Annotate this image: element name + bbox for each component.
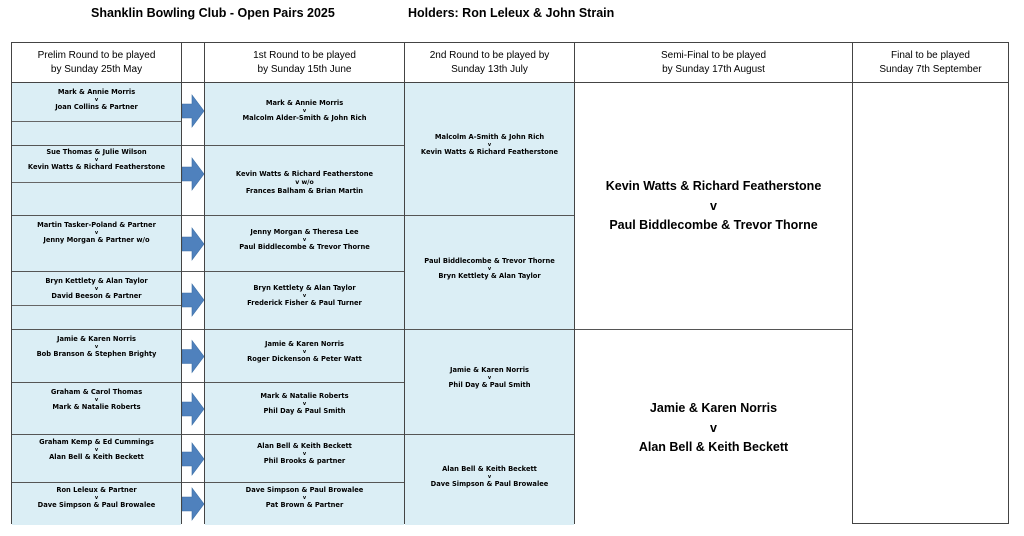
cell-divider <box>12 305 181 306</box>
cell-divider <box>12 182 181 183</box>
match-team-a: Sue Thomas & Julie Wilson <box>46 148 147 156</box>
versus-label: v <box>302 451 307 457</box>
prelim-round-column <box>11 42 182 524</box>
right-arrow-icon <box>182 146 204 216</box>
first-round-match-1 <box>205 83 404 146</box>
match-team-b: Phil Brooks & partner <box>263 457 346 465</box>
first-header-line1: 1st Round to be played <box>253 49 356 61</box>
versus-walkover-label: v w/o <box>295 179 314 186</box>
versus-label: v <box>94 397 99 403</box>
match-team-b: Phil Day & Paul Smith <box>448 381 531 389</box>
second-round-match-4 <box>405 435 574 525</box>
match-team-b: Frederick Fisher & Paul Turner <box>247 299 362 307</box>
match-team-a: Malcolm A-Smith & John Rich <box>434 133 545 141</box>
arrow-column-body <box>182 83 204 523</box>
match-team-b: Paul Biddlecombe & Trevor Thorne <box>239 243 370 251</box>
right-arrow-icon <box>182 435 204 483</box>
match-team-a: Jamie & Karen Norris <box>450 366 529 374</box>
versus-label: v <box>710 198 717 213</box>
cell-divider <box>12 121 181 122</box>
tournament-title: Shanklin Bowling Club - Open Pairs 2025 <box>91 6 335 20</box>
match-team-a: Dave Simpson & Paul Browalee <box>245 486 364 494</box>
arrow-cell <box>182 83 204 146</box>
arrow-cell <box>182 216 204 272</box>
first-round-header <box>205 43 404 83</box>
match-team-b: Malcolm Alder-Smith & John Rich <box>242 114 367 122</box>
prelim-match-2 <box>12 146 181 216</box>
match-team-b: Kevin Watts & Richard Featherstone <box>27 163 166 171</box>
holders-text: Holders: Ron Leleux & John Strain <box>408 6 615 20</box>
versus-label: v <box>487 474 492 480</box>
match-team-a: Ron Leleux & Partner <box>56 486 137 494</box>
versus-label: v <box>302 108 307 114</box>
arrow-cell <box>182 146 204 216</box>
semi-final-match-1 <box>575 83 852 330</box>
prelim-match-1 <box>12 83 181 146</box>
match-team-a: Mark & Annie Morris <box>57 88 136 96</box>
semi-final-match-2 <box>575 330 852 525</box>
semi-final-header <box>575 43 852 83</box>
prelim-header-line1: Prelim Round to be played <box>37 49 156 61</box>
match-team-b: Phil Day & Paul Smith <box>263 407 346 415</box>
match-team-b: Roger Dickenson & Peter Watt <box>247 355 362 363</box>
versus-label: v <box>302 293 307 299</box>
semi-team-b: Paul Biddlecombe & Trevor Thorne <box>609 218 818 232</box>
semi-header-line1: Semi-Final to be played <box>660 49 767 61</box>
semi-team-b: Alan Bell & Keith Beckett <box>638 440 789 454</box>
right-arrow-icon <box>182 83 204 146</box>
versus-label: v <box>487 142 492 148</box>
right-arrow-icon <box>182 216 204 272</box>
first-header-line2: by Sunday 15th June <box>257 63 352 75</box>
match-team-b: Jenny Morgan & Partner w/o <box>43 236 150 244</box>
right-arrow-icon <box>182 272 204 330</box>
second-round-match-1 <box>405 83 574 216</box>
prelim-match-6 <box>12 383 181 435</box>
arrow-cell <box>182 272 204 330</box>
match-team-a: Graham & Carol Thomas <box>50 388 143 396</box>
match-team-a: Kevin Watts & Richard Featherstone <box>235 170 374 178</box>
match-team-b: Dave Simpson & Paul Browalee <box>430 480 549 488</box>
first-round-match-2 <box>205 146 404 216</box>
second-round-match-3 <box>405 330 574 435</box>
final-header-line2: Sunday 7th September <box>879 63 982 75</box>
right-arrow-icon <box>182 383 204 435</box>
match-team-b: Frances Balham & Brian Martin <box>245 187 364 195</box>
match-team-a: Jamie & Karen Norris <box>265 340 344 348</box>
first-round-column <box>204 42 405 524</box>
versus-label: v <box>302 349 307 355</box>
second-round-match-2 <box>405 216 574 330</box>
match-team-a: Paul Biddlecombe & Trevor Thorne <box>424 257 555 265</box>
match-team-b: Pat Brown & Partner <box>265 501 344 509</box>
semi-header-line2: by Sunday 17th August <box>662 63 765 75</box>
match-team-a: Bryn Kettlety & Alan Taylor <box>253 284 356 292</box>
match-team-a: Martin Tasker-Poland & Partner <box>37 221 156 229</box>
versus-label: v <box>94 97 99 103</box>
versus-label: v <box>302 495 307 501</box>
match-team-b: Dave Simpson & Paul Browalee <box>37 501 156 509</box>
semi-final-column <box>574 42 853 524</box>
final-empty-body <box>853 83 1008 523</box>
versus-label: v <box>94 157 99 163</box>
arrow-cell <box>182 483 204 525</box>
match-team-b: Mark & Natalie Roberts <box>52 403 141 411</box>
arrow-column-header <box>182 43 204 83</box>
final-column <box>852 42 1009 524</box>
arrow-cell <box>182 330 204 383</box>
versus-label: v <box>487 266 492 272</box>
match-team-b: Bryn Kettlety & Alan Taylor <box>438 272 541 280</box>
first-round-match-7 <box>205 435 404 483</box>
semi-team-a: Kevin Watts & Richard Featherstone <box>605 179 822 193</box>
prelim-round-header <box>12 43 181 83</box>
match-team-a: Jenny Morgan & Theresa Lee <box>250 228 359 236</box>
first-round-match-6 <box>205 383 404 435</box>
second-header-line1: 2nd Round to be played by <box>429 49 550 61</box>
prelim-match-8 <box>12 483 181 525</box>
versus-label: v <box>94 230 99 236</box>
match-team-a: Mark & Annie Morris <box>265 99 344 107</box>
second-round-column <box>404 42 575 524</box>
versus-label: v <box>487 375 492 381</box>
versus-label: v <box>710 420 717 435</box>
versus-label: v <box>94 286 99 292</box>
versus-label: v <box>302 401 307 407</box>
versus-label: v <box>94 344 99 350</box>
second-header-line2: Sunday 13th July <box>451 63 528 75</box>
match-team-a: Mark & Natalie Roberts <box>260 392 349 400</box>
right-arrow-icon <box>182 483 204 525</box>
match-team-b: David Beeson & Partner <box>51 292 142 300</box>
arrow-column <box>181 42 205 524</box>
final-header <box>853 43 1008 83</box>
match-team-a: Jamie & Karen Norris <box>57 335 136 343</box>
versus-label: v <box>302 237 307 243</box>
right-arrow-icon <box>182 330 204 383</box>
match-team-b: Alan Bell & Keith Beckett <box>49 453 144 461</box>
first-round-match-8 <box>205 483 404 525</box>
final-header-line1: Final to be played <box>891 49 970 61</box>
match-team-a: Alan Bell & Keith Beckett <box>442 465 537 473</box>
prelim-match-4 <box>12 272 181 330</box>
prelim-match-7 <box>12 435 181 483</box>
prelim-match-3 <box>12 216 181 272</box>
match-team-a: Graham Kemp & Ed Cummings <box>39 438 154 446</box>
first-round-match-5 <box>205 330 404 383</box>
prelim-match-5 <box>12 330 181 383</box>
versus-label: v <box>94 495 99 501</box>
second-round-header <box>405 43 574 83</box>
first-round-match-3 <box>205 216 404 272</box>
match-team-b: Joan Collins & Partner <box>55 103 138 111</box>
match-team-a: Alan Bell & Keith Beckett <box>257 442 352 450</box>
arrow-cell <box>182 435 204 483</box>
prelim-header-line2: by Sunday 25th May <box>50 63 143 75</box>
versus-label: v <box>94 447 99 453</box>
match-team-a: Bryn Kettlety & Alan Taylor <box>45 277 148 285</box>
semi-team-a: Jamie & Karen Norris <box>649 401 778 415</box>
match-team-b: Kevin Watts & Richard Featherstone <box>420 148 559 156</box>
match-team-b: Bob Branson & Stephen Brighty <box>36 350 157 358</box>
first-round-match-4 <box>205 272 404 330</box>
arrow-cell <box>182 383 204 435</box>
